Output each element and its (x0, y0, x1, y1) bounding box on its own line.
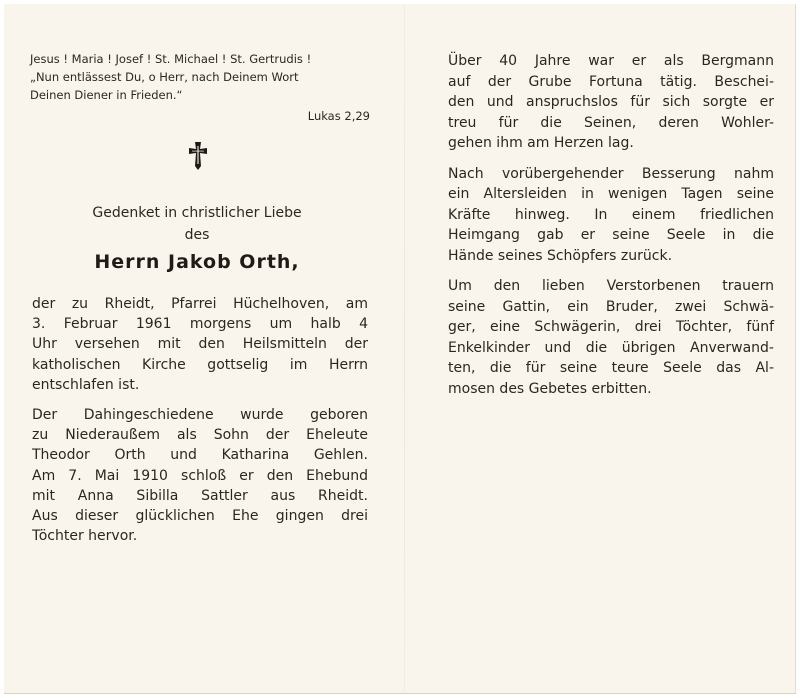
text-line: Uhr versehen mit den Heilsmitteln der (32, 336, 368, 353)
text-line: katholischen Kirche gottselig im Herrn (32, 356, 368, 373)
text-line: Enkelkinder und die übrigen Anverwand- (448, 339, 774, 356)
intro-line: Gedenket in christlicher Liebe (92, 205, 302, 221)
invocation-quote-line-2: Deinen Diener in Frieden.“ (30, 88, 183, 102)
text-line: zu Niederaußem als Sohn der Eheleute (32, 427, 368, 444)
text-line: mosen des Gebetes erbitten. (448, 380, 652, 397)
text-line: Über 40 Jahre war er als Bergmann (448, 53, 774, 69)
text-line: Theodor Orth und Katharina Gehlen. (32, 447, 368, 464)
text-line: treu für die Seinen, deren Wohler- (448, 114, 774, 131)
text-line: Aus dieser glücklichen Ehe gingen drei (32, 508, 368, 525)
invocation-quote-line-1: „Nun entlässest Du, o Herr, nach Deinem Wort (30, 70, 299, 84)
paragraph-illness (448, 164, 774, 267)
text-line: ger, eine Schwägerin, drei Töchter, fünf (448, 319, 774, 335)
invocation-saints: Jesus ! Maria ! Josef ! St. Michael ! St. Gertrudis ! (30, 52, 312, 66)
text-line: Um den lieben Verstorbenen trauern (448, 278, 774, 294)
text-line: gehen ihm am Herzen lag. (448, 135, 634, 151)
text-line: Der Dahingeschiedene wurde geboren (32, 407, 368, 424)
paragraph-career (448, 51, 774, 154)
text-line: entschlafen ist. (32, 376, 140, 393)
intro-block (44, 202, 350, 246)
text-line: Kräfte hinweg. In einem friedlichen (448, 206, 774, 223)
invocation-block (30, 50, 370, 104)
memorial-card (4, 4, 796, 694)
text-line: ten, die für seine teure Seele das Al- (448, 360, 774, 376)
text-line: Am 7. Mai 1910 schloß er den Ehebund (32, 467, 368, 484)
text-line: seine Gattin, ein Bruder, zwei Schwä- (448, 298, 774, 315)
text-line: Töchter hervor. (32, 528, 138, 545)
text-line: Heimgang gab er seine Seele in die (448, 227, 774, 243)
paragraph-biography (32, 405, 368, 546)
right-column (448, 51, 774, 409)
cross-icon (182, 140, 214, 172)
text-line: 3. Februar 1961 morgens um halb 4 (32, 316, 368, 333)
text-line: den und anspruchslos für sich sorgte er (448, 94, 774, 110)
intro-des: des (184, 227, 210, 243)
paragraph-mourners (448, 276, 774, 399)
center-fold (404, 4, 405, 693)
text-line: auf der Grube Fortuna tätig. Beschei- (448, 73, 774, 90)
deceased-name: Herrn Jakob Orth, (94, 251, 300, 273)
text-line: Nach vorübergehender Besserung nahm (448, 165, 774, 182)
bible-citation: Lukas 2,29 (307, 109, 370, 123)
paragraph-death (32, 294, 368, 395)
text-line: Hände seines Schöpfers zurück. (448, 247, 673, 264)
text-line: ein Altersleiden in wenigen Tagen seine (448, 186, 774, 202)
text-line: mit Anna Sibilla Sattler aus Rheidt. (32, 487, 368, 504)
text-line: der zu Rheidt, Pfarrei Hüchelhoven, am (32, 296, 368, 312)
left-column (32, 294, 368, 556)
